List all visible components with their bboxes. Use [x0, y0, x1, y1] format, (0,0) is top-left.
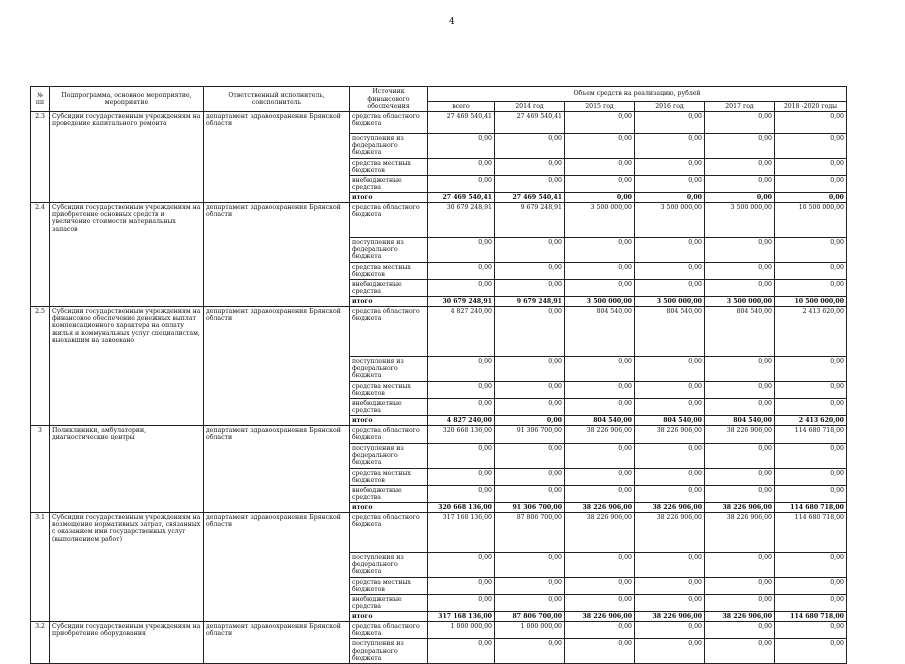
- amount-cell: 0,00: [565, 577, 635, 594]
- funding-source: средства областного бюджета: [350, 203, 428, 238]
- amount-cell: 0,00: [495, 416, 565, 426]
- funding-source: поступления из федерального бюджета: [350, 134, 428, 158]
- amount-cell: 0,00: [775, 175, 847, 192]
- budget-table: [30, 86, 847, 664]
- funding-source: итого: [350, 193, 428, 203]
- amount-cell: 0,00: [705, 279, 775, 296]
- amount-cell: 0,00: [495, 553, 565, 577]
- row-number: 3: [31, 426, 50, 513]
- amount-cell: 0,00: [565, 553, 635, 577]
- amount-cell: 0,00: [775, 158, 847, 175]
- amount-cell: 0,00: [428, 262, 495, 279]
- amount-cell: 0,00: [635, 485, 705, 502]
- amount-cell: 804 540,00: [565, 307, 635, 357]
- amount-cell: 38 226 906,00: [565, 503, 635, 513]
- amount-cell: 0,00: [428, 577, 495, 594]
- table-row: [31, 203, 847, 238]
- amount-cell: 38 226 906,00: [635, 612, 705, 622]
- table-row: [31, 426, 847, 444]
- amount-cell: 1 000 000,00: [495, 622, 565, 639]
- funding-source: итого: [350, 297, 428, 307]
- funding-source: поступления из федерального бюджета: [350, 357, 428, 381]
- table-row: [31, 307, 847, 357]
- amount-cell: 3 500 000,00: [565, 203, 635, 238]
- amount-cell: 3 500 000,00: [705, 297, 775, 307]
- header-source: Источник финансового обеспечения: [350, 87, 428, 112]
- executor: департамент здравоохранения Брянской области: [204, 203, 350, 307]
- amount-cell: 38 226 906,00: [705, 612, 775, 622]
- amount-cell: 38 226 906,00: [705, 426, 775, 444]
- amount-cell: 0,00: [705, 594, 775, 611]
- amount-cell: 0,00: [495, 639, 565, 663]
- amount-cell: 4 827 240,00: [428, 307, 495, 357]
- amount-cell: 0,00: [565, 594, 635, 611]
- executor: департамент здравоохранения Брянской области: [204, 622, 350, 664]
- amount-cell: 0,00: [565, 134, 635, 158]
- amount-cell: 0,00: [495, 594, 565, 611]
- amount-cell: 0,00: [705, 553, 775, 577]
- amount-cell: 804 540,00: [705, 416, 775, 426]
- amount-cell: 0,00: [705, 357, 775, 381]
- amount-cell: 0,00: [565, 158, 635, 175]
- amount-cell: 87 806 700,00: [495, 612, 565, 622]
- amount-cell: 0,00: [565, 381, 635, 398]
- amount-cell: 38 226 906,00: [635, 503, 705, 513]
- funding-source: внебюджетные средства: [350, 594, 428, 611]
- amount-cell: 0,00: [775, 398, 847, 415]
- amount-cell: 0,00: [565, 262, 635, 279]
- header-year: 2014 год: [495, 102, 565, 112]
- row-number: 2.4: [31, 203, 50, 307]
- funding-source: средства областного бюджета: [350, 426, 428, 444]
- amount-cell: 0,00: [775, 381, 847, 398]
- activity-name: Субсидии государственным учреждениям на приобретение оборудования: [50, 622, 204, 664]
- amount-cell: 3 500 000,00: [705, 203, 775, 238]
- funding-source: внебюджетные средства: [350, 485, 428, 502]
- amount-cell: 0,00: [428, 238, 495, 262]
- header-year: 2016 год: [635, 102, 705, 112]
- amount-cell: 0,00: [565, 444, 635, 468]
- funding-source: средства местных бюджетов: [350, 577, 428, 594]
- amount-cell: 0,00: [428, 381, 495, 398]
- amount-cell: 0,00: [705, 238, 775, 262]
- amount-cell: 30 679 248,91: [428, 203, 495, 238]
- header-executor: Ответственный исполнитель, соисполнитель: [204, 87, 350, 112]
- funding-source: итого: [350, 612, 428, 622]
- amount-cell: 0,00: [565, 112, 635, 134]
- table-row: [31, 112, 847, 134]
- row-number: 3.1: [31, 513, 50, 622]
- funding-source: поступления из федерального бюджета: [350, 553, 428, 577]
- amount-cell: 0,00: [428, 639, 495, 663]
- funding-source: внебюджетные средства: [350, 279, 428, 296]
- amount-cell: 91 306 700,00: [495, 426, 565, 444]
- amount-cell: 30 679 248,91: [428, 297, 495, 307]
- amount-cell: 0,00: [705, 485, 775, 502]
- amount-cell: 0,00: [705, 193, 775, 203]
- amount-cell: 0,00: [635, 112, 705, 134]
- amount-cell: 2 413 620,00: [775, 307, 847, 357]
- amount-cell: 38 226 906,00: [635, 426, 705, 444]
- amount-cell: 38 226 906,00: [705, 513, 775, 553]
- amount-cell: 0,00: [565, 193, 635, 203]
- amount-cell: 0,00: [428, 158, 495, 175]
- table-row: [31, 622, 847, 639]
- amount-cell: 0,00: [705, 158, 775, 175]
- amount-cell: 38 226 906,00: [635, 513, 705, 553]
- amount-cell: 0,00: [495, 262, 565, 279]
- amount-cell: 804 540,00: [565, 416, 635, 426]
- header-year: 2018 -2020 годы: [775, 102, 847, 112]
- amount-cell: 0,00: [428, 444, 495, 468]
- amount-cell: 27 469 540,41: [428, 193, 495, 203]
- amount-cell: 0,00: [565, 357, 635, 381]
- amount-cell: 0,00: [705, 622, 775, 639]
- funding-source: средства местных бюджетов: [350, 468, 428, 485]
- amount-cell: 0,00: [705, 398, 775, 415]
- amount-cell: 0,00: [495, 158, 565, 175]
- amount-cell: 0,00: [565, 622, 635, 639]
- row-number: 3.2: [31, 622, 50, 664]
- amount-cell: 0,00: [428, 485, 495, 502]
- amount-cell: 0,00: [565, 175, 635, 192]
- amount-cell: 0,00: [635, 134, 705, 158]
- amount-cell: 0,00: [495, 307, 565, 357]
- funding-source: средства областного бюджета: [350, 307, 428, 357]
- amount-cell: 0,00: [775, 444, 847, 468]
- amount-cell: 10 500 000,00: [775, 297, 847, 307]
- row-number: 2.5: [31, 307, 50, 426]
- amount-cell: 0,00: [775, 577, 847, 594]
- amount-cell: 0,00: [565, 639, 635, 663]
- amount-cell: 114 680 718,00: [775, 612, 847, 622]
- amount-cell: 0,00: [635, 175, 705, 192]
- amount-cell: 0,00: [775, 622, 847, 639]
- amount-cell: 0,00: [705, 468, 775, 485]
- amount-cell: 0,00: [495, 398, 565, 415]
- funding-source: поступления из федерального бюджета: [350, 639, 428, 663]
- funding-source: средства областного бюджета: [350, 513, 428, 553]
- amount-cell: 27 469 540,41: [495, 193, 565, 203]
- amount-cell: 0,00: [635, 398, 705, 415]
- amount-cell: 0,00: [565, 398, 635, 415]
- funding-source: средства местных бюджетов: [350, 158, 428, 175]
- amount-cell: 0,00: [495, 357, 565, 381]
- amount-cell: 317 168 136,00: [428, 612, 495, 622]
- amount-cell: 0,00: [775, 193, 847, 203]
- amount-cell: 0,00: [495, 134, 565, 158]
- amount-cell: 0,00: [495, 175, 565, 192]
- amount-cell: 0,00: [775, 553, 847, 577]
- amount-cell: 0,00: [635, 468, 705, 485]
- amount-cell: 0,00: [428, 279, 495, 296]
- amount-cell: 0,00: [635, 639, 705, 663]
- header-year: 2017 год: [705, 102, 775, 112]
- page-number: 4: [449, 17, 455, 27]
- amount-cell: 0,00: [428, 175, 495, 192]
- amount-cell: 0,00: [495, 381, 565, 398]
- amount-cell: 0,00: [635, 444, 705, 468]
- amount-cell: 114 680 718,00: [775, 513, 847, 553]
- executor: департамент здравоохранения Брянской области: [204, 112, 350, 203]
- amount-cell: 0,00: [775, 594, 847, 611]
- amount-cell: 0,00: [495, 444, 565, 468]
- activity-name: Поликлиники, амбулатории, диагностические центры: [50, 426, 204, 513]
- header-subprogram: Подпрограмма, основное мероприятие, мероприятие: [50, 87, 204, 112]
- funding-source: внебюджетные средства: [350, 398, 428, 415]
- header-year: 2015 год: [565, 102, 635, 112]
- amount-cell: 0,00: [428, 134, 495, 158]
- amount-cell: 0,00: [775, 134, 847, 158]
- amount-cell: 1 000 000,00: [428, 622, 495, 639]
- amount-cell: 0,00: [775, 262, 847, 279]
- amount-cell: 3 500 000,00: [635, 203, 705, 238]
- amount-cell: 0,00: [495, 238, 565, 262]
- amount-cell: 0,00: [495, 468, 565, 485]
- amount-cell: 0,00: [775, 357, 847, 381]
- amount-cell: 0,00: [775, 279, 847, 296]
- amount-cell: 0,00: [428, 398, 495, 415]
- header-volume: Объем средств на реализацию, рублей: [428, 87, 847, 102]
- amount-cell: 38 226 906,00: [565, 612, 635, 622]
- amount-cell: 0,00: [635, 279, 705, 296]
- activity-name: Субсидии государственным учреждениям на возмещение нормативных затрат, связанных с оказанием ими государственных услуг (выполнением работ): [50, 513, 204, 622]
- funding-source: итого: [350, 503, 428, 513]
- funding-source: поступления из федерального бюджета: [350, 444, 428, 468]
- amount-cell: 0,00: [635, 262, 705, 279]
- amount-cell: 38 226 906,00: [705, 503, 775, 513]
- amount-cell: 0,00: [775, 485, 847, 502]
- amount-cell: 0,00: [705, 381, 775, 398]
- amount-cell: 0,00: [565, 468, 635, 485]
- header-year: всего: [428, 102, 495, 112]
- funding-source: средства областного бюджета: [350, 622, 428, 639]
- amount-cell: 9 679 248,91: [495, 203, 565, 238]
- amount-cell: 0,00: [428, 357, 495, 381]
- amount-cell: 0,00: [565, 485, 635, 502]
- executor: департамент здравоохранения Брянской области: [204, 513, 350, 622]
- amount-cell: 0,00: [635, 193, 705, 203]
- row-number: 2.3: [31, 112, 50, 203]
- funding-source: средства областного бюджета: [350, 112, 428, 134]
- amount-cell: 87 806 700,00: [495, 513, 565, 553]
- amount-cell: 0,00: [635, 594, 705, 611]
- amount-cell: 3 500 000,00: [565, 297, 635, 307]
- amount-cell: 0,00: [635, 553, 705, 577]
- amount-cell: 0,00: [565, 238, 635, 262]
- amount-cell: 317 168 136,00: [428, 513, 495, 553]
- amount-cell: 0,00: [705, 444, 775, 468]
- amount-cell: 2 413 620,00: [775, 416, 847, 426]
- amount-cell: 320 668 136,00: [428, 503, 495, 513]
- amount-cell: 0,00: [705, 134, 775, 158]
- amount-cell: 3 500 000,00: [635, 297, 705, 307]
- amount-cell: 9 679 248,91: [495, 297, 565, 307]
- amount-cell: 804 540,00: [635, 307, 705, 357]
- activity-name: Субсидии государственным учреждениям на финансовое обеспечение денежных выплат компенсационного характера на оплату жилья и коммунальных услуг специалистам, выехавшим на завоевано: [50, 307, 204, 426]
- amount-cell: 0,00: [565, 279, 635, 296]
- amount-cell: 0,00: [705, 175, 775, 192]
- amount-cell: 320 668 136,00: [428, 426, 495, 444]
- amount-cell: 0,00: [635, 381, 705, 398]
- amount-cell: 0,00: [775, 468, 847, 485]
- funding-source: итого: [350, 416, 428, 426]
- amount-cell: 10 500 000,00: [775, 203, 847, 238]
- amount-cell: 27 469 540,41: [428, 112, 495, 134]
- amount-cell: 804 540,00: [705, 307, 775, 357]
- amount-cell: 0,00: [495, 577, 565, 594]
- amount-cell: 0,00: [635, 357, 705, 381]
- amount-cell: 0,00: [635, 577, 705, 594]
- executor: департамент здравоохранения Брянской области: [204, 307, 350, 426]
- amount-cell: 804 540,00: [635, 416, 705, 426]
- amount-cell: 0,00: [705, 112, 775, 134]
- header-no: № пп: [31, 87, 50, 112]
- amount-cell: 114 680 718,00: [775, 426, 847, 444]
- funding-source: поступления из федерального бюджета: [350, 238, 428, 262]
- amount-cell: 0,00: [635, 158, 705, 175]
- amount-cell: 0,00: [705, 577, 775, 594]
- amount-cell: 0,00: [705, 262, 775, 279]
- amount-cell: 0,00: [428, 594, 495, 611]
- activity-name: Субсидии государственным учреждениям на приобретение основных средств и увеличение стоимости материальных запасов: [50, 203, 204, 307]
- amount-cell: 0,00: [428, 468, 495, 485]
- amount-cell: 114 680 718,00: [775, 503, 847, 513]
- funding-source: средства местных бюджетов: [350, 262, 428, 279]
- funding-source: внебюджетные средства: [350, 175, 428, 192]
- amount-cell: 0,00: [775, 639, 847, 663]
- amount-cell: 0,00: [775, 238, 847, 262]
- amount-cell: 38 226 906,00: [565, 513, 635, 553]
- amount-cell: 91 306 700,00: [495, 503, 565, 513]
- amount-cell: 0,00: [495, 279, 565, 296]
- amount-cell: 0,00: [635, 238, 705, 262]
- amount-cell: 0,00: [705, 639, 775, 663]
- funding-source: средства местных бюджетов: [350, 381, 428, 398]
- activity-name: Субсидии государственным учреждениям на проведение капитального ремонта: [50, 112, 204, 203]
- table-row: [31, 513, 847, 553]
- amount-cell: 0,00: [775, 112, 847, 134]
- amount-cell: 38 226 906,00: [565, 426, 635, 444]
- amount-cell: 0,00: [495, 485, 565, 502]
- amount-cell: 4 827 240,00: [428, 416, 495, 426]
- amount-cell: 27 469 540,41: [495, 112, 565, 134]
- executor: департамент здравоохранения Брянской области: [204, 426, 350, 513]
- amount-cell: 0,00: [428, 553, 495, 577]
- amount-cell: 0,00: [635, 622, 705, 639]
